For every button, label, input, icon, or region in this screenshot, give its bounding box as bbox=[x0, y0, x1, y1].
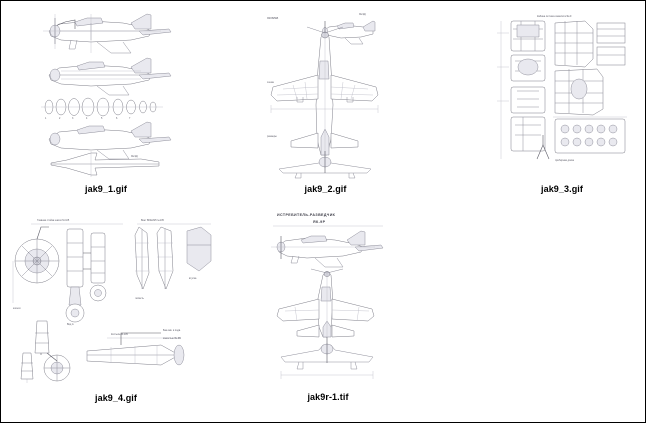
svg-text:Бак ёмк. в подв.: Бак ёмк. в подв. bbox=[163, 329, 181, 332]
thumbnail-cell-jak9-1[interactable] bbox=[31, 9, 181, 195]
svg-text:4: 4 bbox=[86, 117, 88, 120]
aircraft-drawing-jak9-2 bbox=[263, 9, 388, 179]
svg-text:1: 1 bbox=[45, 117, 47, 120]
aircraft-drawing-jak9r-1 bbox=[263, 207, 393, 387]
svg-text:7: 7 bbox=[129, 117, 131, 120]
svg-text:Як-9Д: Як-9Д bbox=[359, 13, 366, 16]
thumbnail-image-jak9-2[interactable] bbox=[263, 9, 388, 179]
svg-text:приборная доска: приборная доска bbox=[555, 159, 574, 162]
thumbnail-image-jak9r-1[interactable] bbox=[263, 207, 393, 387]
thumbnail-cell-jak9-2[interactable] bbox=[263, 9, 388, 195]
svg-text:колесо: колесо bbox=[13, 307, 21, 310]
svg-text:размеры: размеры bbox=[267, 135, 277, 138]
thumbnail-image-jak9-3[interactable] bbox=[493, 9, 631, 179]
thumbnail-grid bbox=[1, 1, 645, 422]
thumbnail-label-jak9-4: jak9_4.gif bbox=[94, 393, 138, 403]
svg-text:лопасть: лопасть bbox=[135, 297, 144, 300]
thumbnail-cell-jak9-3[interactable] bbox=[493, 9, 631, 195]
svg-text:Вид А: Вид А bbox=[67, 323, 74, 326]
svg-text:6: 6 bbox=[116, 117, 118, 120]
aircraft-drawing-jak9-3 bbox=[493, 9, 631, 179]
thumbnail-label-jak9-3: jak9_3.gif bbox=[540, 184, 584, 194]
svg-text:Як-9Д: Як-9Д bbox=[131, 155, 138, 158]
thumbnail-label-jak9-2: jak9_2.gif bbox=[304, 184, 347, 194]
svg-text:2: 2 bbox=[59, 117, 61, 120]
svg-text:Кабина лётчика самолёта Як-9: Кабина лётчика самолёта Як-9 bbox=[537, 15, 572, 18]
thumbnail-cell-jak9r-1[interactable] bbox=[263, 207, 393, 403]
svg-text:3: 3 bbox=[72, 117, 74, 120]
svg-text:Главная стойка шасси М-105: Главная стойка шасси М-105 bbox=[37, 219, 70, 222]
svg-text:Винт ВИШ-М5 №105: Винт ВИШ-М5 №105 bbox=[141, 219, 164, 222]
thumbnail-image-jak9-4[interactable] bbox=[11, 213, 221, 388]
thumbnail-label-jak9-1: jak9_1.gif bbox=[84, 184, 128, 194]
drawing-title-line1: ИСТРЕБИТЕЛЬ-РАЗВЕДЧИК bbox=[277, 213, 336, 217]
svg-text:ёмкостью Як-9Б: ёмкостью Як-9Б bbox=[163, 337, 181, 340]
drawing-title-line2: ЯК-9Р bbox=[313, 220, 326, 224]
thumbnail-cell-jak9-4[interactable] bbox=[11, 213, 221, 404]
svg-text:втулка: втулка bbox=[189, 277, 197, 280]
aircraft-drawing-jak9-4 bbox=[11, 213, 221, 388]
drawing-note-left: ЯКОВЛЕВ bbox=[267, 17, 279, 20]
svg-text:5: 5 bbox=[101, 117, 103, 120]
svg-text:Костыль М-105: Костыль М-105 bbox=[111, 333, 128, 336]
thumbnail-image-jak9-1[interactable] bbox=[31, 9, 181, 179]
thumbnail-label-jak9r-1: jak9r-1.tif bbox=[307, 392, 349, 402]
aircraft-drawing-jak9-1 bbox=[31, 9, 181, 179]
svg-text:схема: схема bbox=[267, 81, 274, 84]
